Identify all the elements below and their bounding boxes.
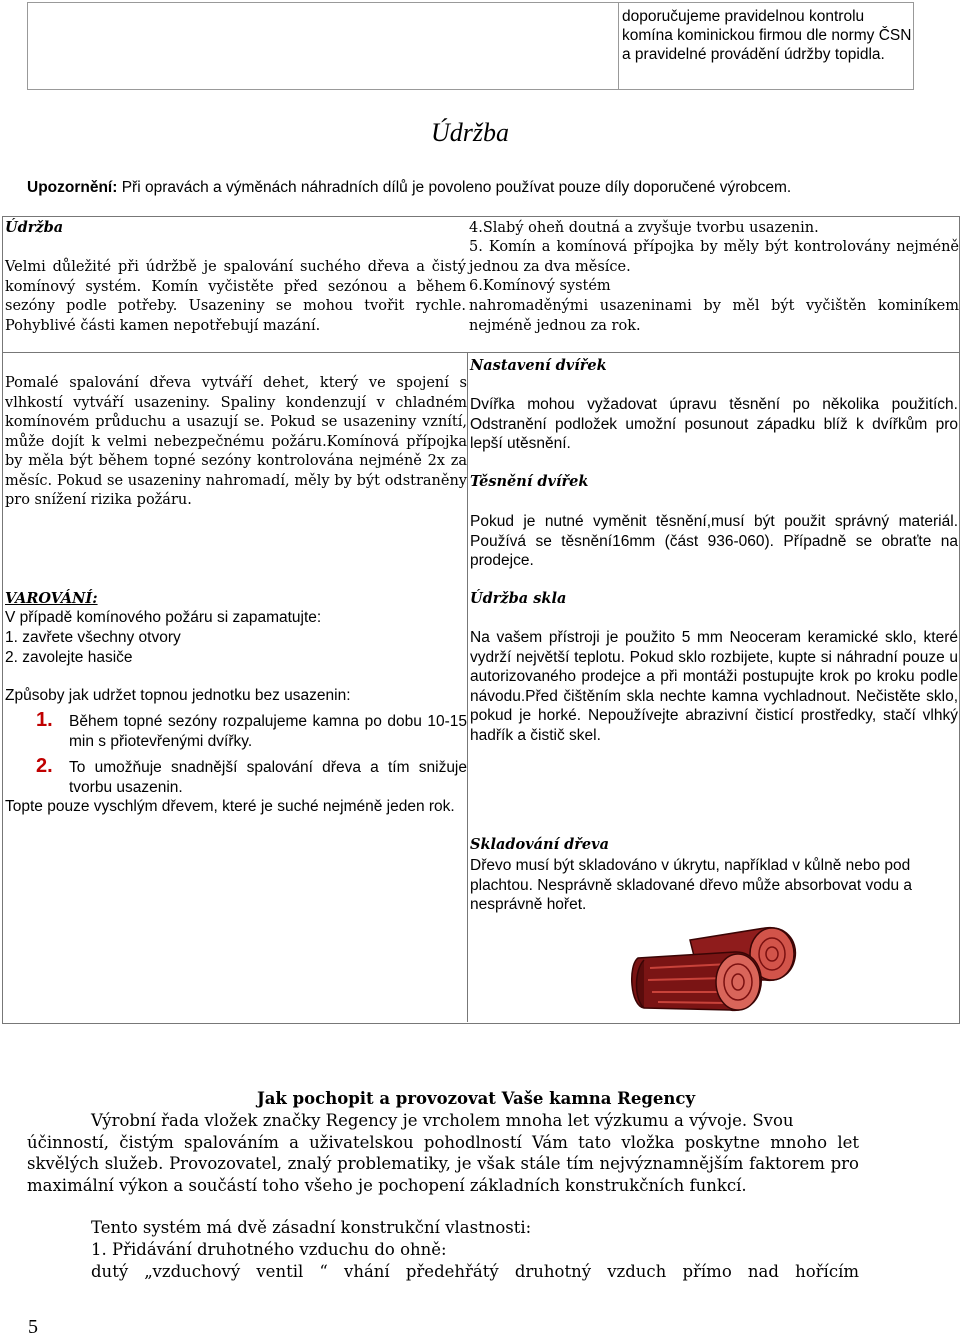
maintenance-text: Velmi důležité při údržbě je spalování suchého dřeva a čistý komínový systém. Komín vyčistěte před sezónou a během sezóny podle potřeby. Usazeniny se mohou tvořit rychle. Pohyblivé části kamen nepotřebují mazání.: [5, 259, 466, 334]
way-1-text: Během topné sezóny rozpalujeme kamna po dobu 10-15 min s přiotevřenými dvířky.: [69, 713, 467, 750]
closing-text: Topte pouze vyschlým dřevem, které je suché nejméně jeden rok.: [5, 798, 455, 815]
regency-item-1: 1. Přidávání druhotného vzduchu do ohně:: [91, 1240, 447, 1259]
ways-title: Způsoby jak udržet topnou jednotku bez usazenin:: [5, 687, 351, 704]
table-divider: [618, 3, 619, 89]
door-seal-heading: Těsnění dvířek: [470, 473, 589, 490]
item-6-text: nahromaděnými usazeninami by měl být vyčištěn kominíkem nejméně jednou za rok.: [469, 298, 959, 334]
deposits-text: Pomalé spalování dřeva vytváří dehet, který ve spojení s vlhkostí vytváří usazeniny. Spaliny kondenzují v chladném komínovém průduchu a usazují se. Pokud se usazeniny vznítí, může dojít k velmi nebezpečnému požáru.Komínová přípojka by měla být během topné sezóny kontrolována nejméně 2x za měsíc. Pokud se usazeniny nahromadí, měly by být odstraněny pro snížení rizika požáru.: [5, 375, 467, 508]
warning-intro: V případě komínového požáru si zapamatujte:: [5, 609, 322, 626]
door-adjust-text: Dvířka mohou vyžadovat úpravu těsnění po několika použitích. Odstranění podložek umožní posunout západku blíž k dvířkům pro lepší utěsnění.: [470, 396, 958, 452]
door-adjust-heading: Nastavení dvířek: [470, 357, 607, 374]
glass-text: Na vašem přístroji je použito 5 mm Neoceram keramické sklo, které vydrží největší teplotu. Pokud sklo rozbijete, kupte si náhradní pouze u autorizovaného prodejce a při montáži postupujte krok po kroku podle návodu.Před čištěním skla nechte kamna vychladnout. Nečistěte sklo, pokud je horké. Nepoužívejte abrazivní čisticí prostředky, stačí vlhký hadřík a čistič skel.: [470, 629, 958, 744]
item-5: 5. Komín a komínová přípojka by měly být kontrolovány nejméně jednou za dva měsíce.: [469, 239, 959, 275]
item-4: 4.Slabý oheň doutná a zvyšuje tvorbu usazenin.: [469, 220, 819, 236]
page-number: 5: [28, 1316, 38, 1338]
regency-para1: účinností, čistým spalováním a uživatelskou pohodlností Vám tato vložka poskytne mnoho let skvělých služeb. Provozovatel, znalý problematiky, je však stále tím nejvýznamnějším faktorem pro maximální výkon a součástí toho všeho je pochopení základních konstrukčních funkcí.: [27, 1132, 859, 1195]
regency-item-1-text: dutý „vzduchový ventil “ vhání předehřátý druhotný vzduch přímo nad hořícím: [91, 1262, 859, 1281]
warning-label-text: VAROVÁNÍ:: [5, 590, 98, 607]
way-1-number: 1.: [36, 709, 53, 731]
item-6-title: 6.Komínový systém: [469, 278, 611, 294]
regency-para2: Tento systém má dvě zásadní konstrukční vlastnosti:: [91, 1218, 532, 1237]
way-2-number: 2.: [36, 755, 53, 777]
firewood-icon: [630, 920, 800, 1015]
wood-storage-heading: Skladování dřeva: [470, 836, 609, 853]
warning-label: [5, 589, 98, 609]
maintenance-heading: Údržba: [5, 219, 64, 236]
top-warning-label: Upozornění:: [27, 179, 118, 196]
top-warning: [27, 178, 887, 198]
wood-storage-text: Dřevo musí být skladováno v úkrytu, například v kůlně nebo pod plachtou. Nesprávně skladované dřevo může absorbovat vodu a nesprávně hořet.: [470, 857, 913, 913]
door-seal-text: Pokud je nutné vyměnit těsnění,musí být použit správný materiál. Používá se těsnění16mm (část 936-060). Případně se obraťte na prodejce.: [470, 513, 958, 569]
top-note: doporučujeme pravidelnou kontrolu komína kominickou firmou dle normy ČSN a pravidelné provádění údržby topidla.: [622, 8, 912, 63]
regency-title: Jak pochopit a provozovat Vaše kamna Regency: [256, 1089, 696, 1108]
table-column-divider: [467, 352, 468, 1022]
way-2-text: To umožňuje snadnější spalování dřeva a tím snižuje tvorbu usazenin.: [69, 759, 467, 796]
glass-heading: Údržba skla: [470, 590, 567, 607]
table-row-divider: [2, 352, 960, 353]
warning-item-1: 1. zavřete všechny otvory: [5, 629, 181, 646]
warning-item-2: 2. zavolejte hasiče: [5, 649, 133, 666]
page-title: Údržba: [430, 118, 509, 147]
top-warning-text: Při opravách a výměnách náhradních dílů je povoleno používat pouze díly doporučené výrobcem.: [117, 179, 792, 196]
regency-para1-first: Výrobní řada vložek značky Regency je vrcholem mnoha let výzkumu a vývoje. Svou: [91, 1111, 794, 1130]
